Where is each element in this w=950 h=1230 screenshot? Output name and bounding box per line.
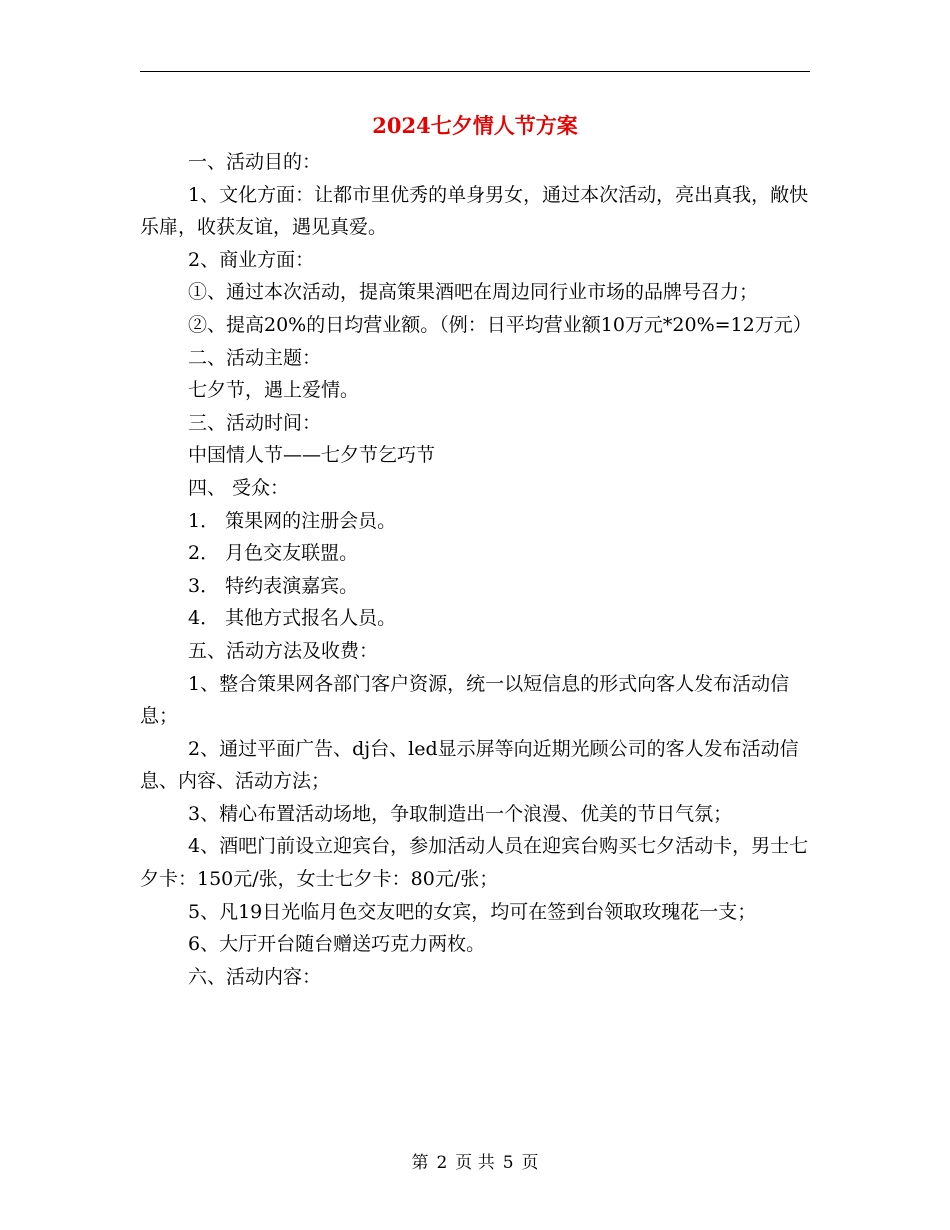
paragraph: 6、大厅开台随台赠送巧克力两枚。: [188, 933, 486, 956]
paragraph: 三、活动时间：: [188, 411, 322, 434]
paragraph: 2． 月色交友联盟。: [188, 542, 359, 565]
paragraph: 1、文化方面：让都市里优秀的单身男女，通过本次活动，亮出真我，敞快乐扉，收获友谊，遇见真爱。: [140, 183, 809, 239]
paragraph: 二、活动主题：: [188, 346, 322, 369]
paragraph: 四、 受众：: [188, 476, 290, 499]
paragraph: 五、活动方法及收费：: [188, 639, 379, 662]
header-rule: [140, 71, 810, 72]
paragraph: 七夕节，遇上爱情。: [188, 379, 360, 402]
page-footer: [0, 1151, 950, 1175]
paragraph: 1． 策果网的注册会员。: [188, 509, 397, 532]
page-label-mid: 页 共: [455, 1153, 495, 1173]
page-label-prefix: 第: [411, 1153, 429, 1173]
paragraph: 4． 其他方式报名人员。: [188, 607, 397, 630]
paragraph: 一、活动目的：: [188, 151, 322, 173]
document-body: [140, 146, 812, 993]
total-pages-number: 5: [502, 1153, 514, 1173]
document-title: 2024七夕情人节方案: [372, 113, 578, 138]
paragraph: 六、活动内容：: [188, 965, 322, 988]
paragraph: ①、通过本次活动，提高策果酒吧在周边同行业市场的品牌号召力；: [188, 281, 759, 304]
paragraph: 5、凡19日光临月色交友吧的女宾，均可在签到台领取玫瑰花一支；: [188, 900, 757, 923]
paragraph: 中国情人节——七夕节乞巧节: [188, 444, 436, 467]
paragraph: 2、通过平面广告、dj台、led显示屏等向近期光顾公司的客人发布活动信息、内容、活动方法；: [140, 737, 799, 793]
paragraph: 4、酒吧门前设立迎宾台，参加活动人员在迎宾台购买七夕活动卡，男士七夕卡：150元/张，女士七夕卡：80元/张；: [140, 835, 809, 891]
paragraph: 2、商业方面：: [188, 248, 315, 271]
paragraph: 1、整合策果网各部门客户资源，统一以短信息的形式向客人发布活动信息；: [140, 672, 790, 728]
paragraph: 3、精心布置活动场地，争取制造出一个浪漫、优美的节日气氛；: [188, 802, 733, 825]
current-page-number: 2: [436, 1153, 448, 1173]
paragraph: ②、提高20%的日均营业额。（例：日平均营业额10万元*20%=12万元）: [188, 313, 812, 336]
paragraph: 3． 特约表演嘉宾。: [188, 574, 359, 597]
page-label-suffix: 页: [521, 1153, 539, 1173]
